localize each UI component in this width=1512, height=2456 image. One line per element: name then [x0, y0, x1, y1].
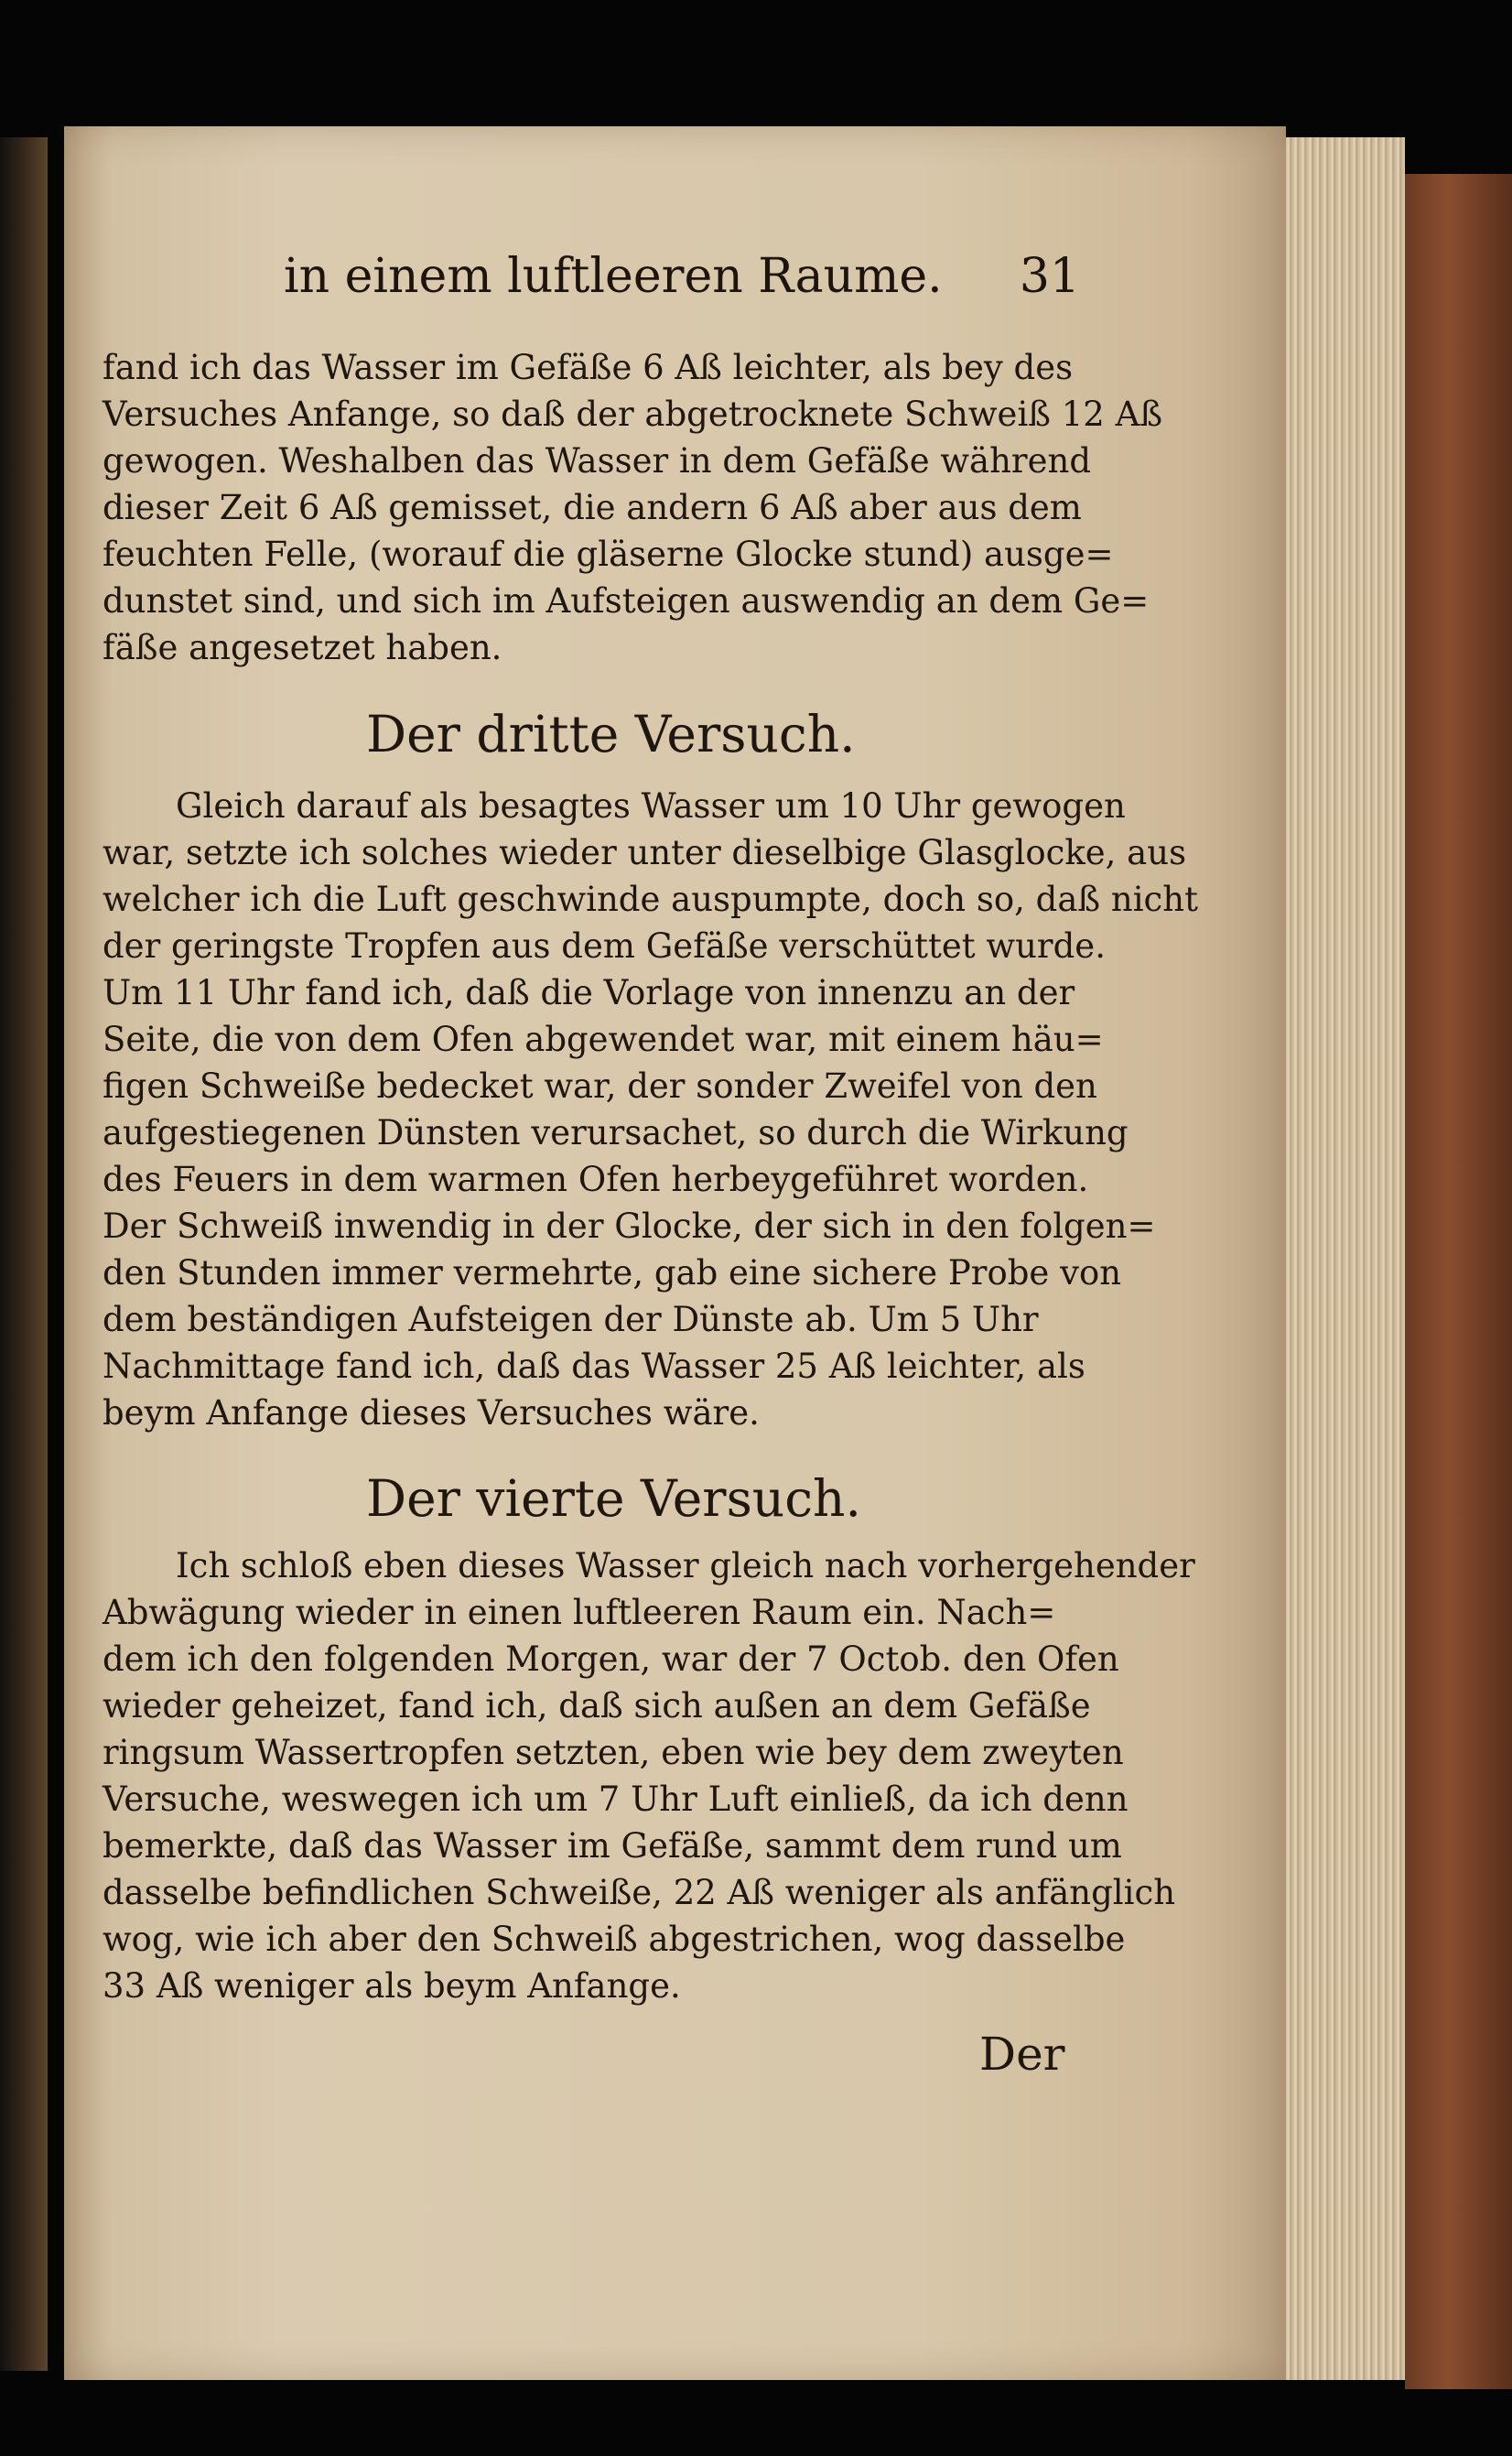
running-head: in einem luftleeren Raume.	[284, 249, 943, 304]
page-edges	[1286, 137, 1405, 2380]
text-line: dieser Zeit 6 Aß gemisset, die andern 6 Aß aber aus dem	[103, 488, 1082, 527]
page-number: 31	[1019, 249, 1080, 304]
paragraph-2	[103, 783, 1198, 1436]
text-line: Nachmittage fand ich, daß das Wasser 25 Aß leichter, als	[103, 1347, 1085, 1386]
text-line: fäße angesetzet haben.	[103, 628, 502, 667]
book-cover-board	[1405, 174, 1512, 2389]
text-line: des Feuers in dem warmen Ofen herbeygeführet worden.	[103, 1160, 1089, 1199]
text-line: 33 Aß weniger als beym Anfange.	[103, 1966, 681, 2006]
text-line: dasselbe befindlichen Schweiße, 22 Aß weniger als anfänglich	[103, 1873, 1176, 1912]
paragraph-1	[103, 344, 1163, 671]
text-line: gewogen. Weshalben das Wasser in dem Gefäße während	[103, 441, 1092, 481]
text-line: der geringste Tropfen aus dem Gefäße verschüttet wurde.	[103, 926, 1106, 966]
facing-page-edge	[0, 137, 48, 2371]
text-line: beym Anfange dieses Versuches wäre.	[103, 1393, 760, 1433]
page-header	[211, 249, 1080, 322]
text-line: figen Schweiße bedecket war, der sonder Zweifel von den	[103, 1066, 1097, 1106]
text-line: den Stunden immer vermehrte, gab eine sichere Probe von	[103, 1253, 1122, 1293]
text-line: Um 11 Uhr fand ich, daß die Vorlage von innenzu an der	[103, 973, 1075, 1012]
text-line: feuchten Felle, (worauf die gläserne Glocke stund) ausge=	[103, 535, 1114, 574]
text-line: Abwägung wieder in einen luftleeren Raum ein. Nach=	[103, 1593, 1056, 1632]
text-line: dem beständigen Aufsteigen der Dünste ab. Um 5 Uhr	[103, 1300, 1039, 1339]
text-line: aufgestiegenen Dünsten verursachet, so durch die Wirkung	[103, 1113, 1129, 1152]
text-line: welcher ich die Luft geschwinde auspumpte, doch so, daß nicht	[103, 880, 1198, 919]
text-line: Versuche, weswegen ich um 7 Uhr Luft einließ, da ich denn	[103, 1780, 1129, 1819]
text-line: wog, wie ich aber den Schweiß abgestrichen, wog dasselbe	[103, 1920, 1126, 1959]
section-heading-4: Der vierte Versuch.	[366, 1469, 861, 1528]
text-line: Versuches Anfange, so daß der abgetrocknete Schweiß 12 Aß	[103, 395, 1163, 434]
text-line: fand ich das Wasser im Gefäße 6 Aß leichter, als bey des	[103, 348, 1074, 387]
text-line: Gleich darauf als besagtes Wasser um 10 Uhr gewogen	[176, 786, 1126, 826]
text-line: ringsum Wassertropfen setzten, eben wie bey dem zweyten	[103, 1733, 1124, 1772]
text-line: war, setzte ich solches wieder unter dieselbige Glasglocke, aus	[103, 833, 1187, 872]
catchword: Der	[979, 2028, 1065, 2081]
section-heading-3: Der dritte Versuch.	[366, 705, 856, 763]
text-line: wieder geheizet, fand ich, daß sich außen an dem Gefäße	[103, 1686, 1091, 1726]
text-line: Seite, die von dem Ofen abgewendet war, mit einem häu=	[103, 1020, 1104, 1059]
text-line: dem ich den folgenden Morgen, war der 7 Octob. den Ofen	[103, 1639, 1119, 1679]
text-line: Ich schloß eben dieses Wasser gleich nach vorhergehender	[176, 1546, 1195, 1585]
text-line: dunstet sind, und sich im Aufsteigen auswendig an dem Ge=	[103, 581, 1150, 621]
paragraph-3	[103, 1542, 1195, 2009]
text-line: bemerkte, daß das Wasser im Gefäße, sammt dem rund um	[103, 1826, 1122, 1866]
text-line: Der Schweiß inwendig in der Glocke, der sich in den folgen=	[103, 1206, 1156, 1246]
